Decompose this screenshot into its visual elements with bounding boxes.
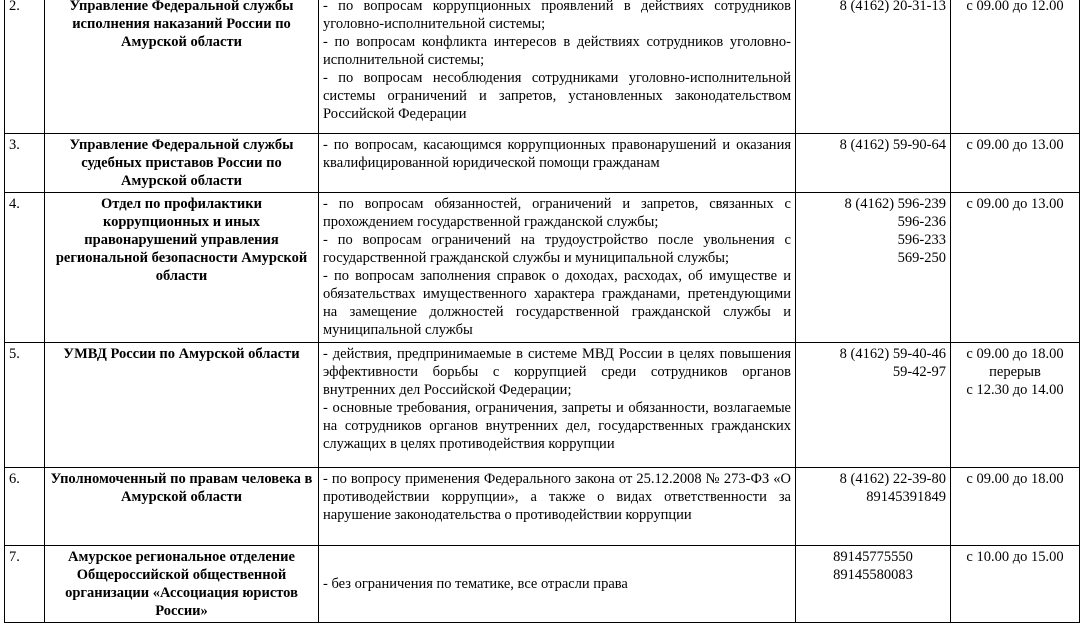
phone-cell	[796, 193, 951, 343]
phone-number: 8 (4162) 596-239	[844, 196, 946, 212]
row-number: 6.	[5, 468, 45, 546]
organization-name: Управление Федеральной службы судебных приставов России по Амурской области	[45, 134, 319, 193]
phone-cell	[796, 468, 951, 546]
table-row	[5, 546, 1080, 623]
phone-number: 89145580083	[833, 567, 913, 583]
organization-name: Уполномоченный по правам человека в Амурской области	[45, 468, 319, 546]
topic-item: - по вопросам обязанностей, ограничений и запретов, связанных с прохождением государственной гражданской службы;	[323, 196, 791, 230]
phone-number: 8 (4162) 22-39-80	[839, 471, 946, 487]
phone-number: 89145775550	[833, 549, 913, 565]
phone-cell	[796, 134, 951, 193]
hours-cell	[951, 134, 1080, 193]
row-number: 7.	[5, 546, 45, 623]
working-hours: с 10.00 до 15.00	[966, 549, 1064, 565]
topic-item: - по вопросам конфликта интересов в действиях сотрудников уголовно-исполнительной системы;	[323, 34, 791, 68]
phone-cell	[796, 546, 951, 623]
hours-cell	[951, 343, 1080, 468]
topics-cell	[319, 468, 796, 546]
organization-name: УМВД России по Амурской области	[45, 343, 319, 468]
organizations-table	[4, 0, 1080, 623]
topic-item: - по вопросам коррупционных проявлений в действиях сотрудников уголовно-исполнительной системы;	[323, 0, 791, 32]
row-number: 5.	[5, 343, 45, 468]
organization-name: Амурское региональное отделение Общероссийской общественной организации «Ассоциация юристов России»	[45, 546, 319, 623]
table-row	[5, 193, 1080, 343]
phone-number: 8 (4162) 59-40-46	[839, 346, 946, 362]
phone-number: 596-236	[897, 214, 946, 230]
topic-item: - по вопросам, касающимся коррупционных правонарушений и оказания квалифицированной юридической помощи гражданам	[323, 137, 791, 171]
working-hours: с 09.00 до 13.00	[966, 196, 1064, 212]
hours-cell	[951, 468, 1080, 546]
topics-cell	[319, 343, 796, 468]
phone-number: 89145391849	[866, 489, 946, 505]
row-number: 3.	[5, 134, 45, 193]
table-row	[5, 468, 1080, 546]
phone-cell	[796, 343, 951, 468]
table-row	[5, 0, 1080, 134]
topics-cell	[319, 546, 796, 623]
topics-cell	[319, 193, 796, 343]
phone-number: 596-233	[897, 232, 946, 248]
phone-cell	[796, 0, 951, 134]
organization-name: Отдел по профилактики коррупционных и иных правонарушений управления региональной безопасности Амурской области	[45, 193, 319, 343]
phone-number: 59-42-97	[892, 364, 946, 380]
topic-item: - основные требования, ограничения, запреты и обязанности, возлагаемые на сотрудников органов внутренних дел, государственных гражданских служащих в целях противодействия коррупции	[323, 400, 791, 452]
table-row	[5, 343, 1080, 468]
phone-number: 569-250	[897, 250, 946, 266]
topics-cell	[319, 0, 796, 134]
phone-number: 8 (4162) 20-31-13	[839, 0, 946, 14]
break-hours: с 12.30 до 14.00	[966, 382, 1064, 398]
working-hours: с 09.00 до 13.00	[966, 137, 1064, 153]
topic-item: - по вопросу применения Федерального закона от 25.12.2008 № 273-ФЗ «О противодействии коррупции», а также о видах ответственности за нарушение законодательства о противодействии коррупции	[323, 471, 791, 523]
organization-name: Управление Федеральной службы исполнения наказаний России по Амурской области	[45, 0, 319, 134]
topics-cell	[319, 134, 796, 193]
hours-cell	[951, 546, 1080, 623]
row-number: 2.	[5, 0, 45, 134]
topic-item: - без ограничения по тематике, все отрасли права	[323, 576, 628, 592]
phone-number: 8 (4162) 59-90-64	[839, 137, 946, 153]
hours-cell	[951, 0, 1080, 134]
row-number: 4.	[5, 193, 45, 343]
topic-item: - по вопросам ограничений на трудоустройство после увольнения с государственной гражданской службы и муниципальной службы;	[323, 232, 791, 266]
working-hours: с 09.00 до 18.00	[966, 346, 1064, 362]
topic-item: - по вопросам несоблюдения сотрудниками уголовно-исполнительной системы ограничений и запретов, установленных законодательством Российской Федерации	[323, 70, 791, 122]
break-label: перерыв	[989, 364, 1041, 380]
hours-cell	[951, 193, 1080, 343]
topic-item: - по вопросам заполнения справок о доходах, расходах, об имуществе и обязательствах имущественного характера гражданами, претендующими на замещение должностей государственной гражданской службы и муниципальной службы	[323, 268, 791, 338]
working-hours: с 09.00 до 12.00	[966, 0, 1064, 14]
table-row	[5, 134, 1080, 193]
topic-item: - действия, предпринимаемые в системе МВД России в целях повышения эффективности борьбы с коррупцией среди сотрудников органов внутренних дел Российской Федерации;	[323, 346, 791, 398]
working-hours: с 09.00 до 18.00	[966, 471, 1064, 487]
